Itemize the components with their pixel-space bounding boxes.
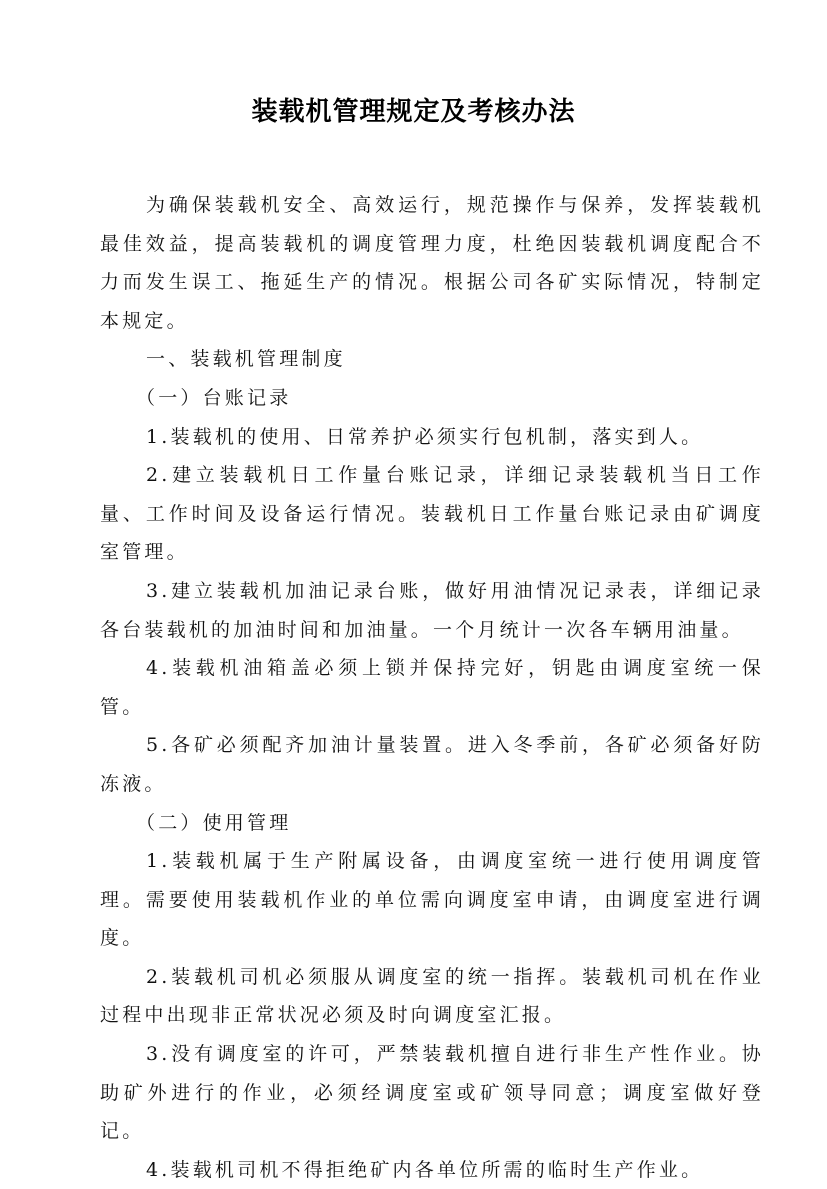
- document-title: 装载机管理规定及考核办法: [251, 97, 576, 127]
- document-body: [100, 186, 764, 1189]
- list-item: 3.没有调度室的许可，严禁装载机擅自进行非生产性作业。协助矿外进行的作业，必须经调度室或矿领导同意；调度室做好登记。: [100, 1043, 764, 1143]
- list-item: 1.装载机属于生产附属设备，由调度室统一进行使用调度管理。需要使用装载机作业的单位需向调度室申请，由调度室进行调度。: [100, 850, 764, 950]
- intro-paragraph: 为确保装载机安全、高效运行，规范操作与保养，发挥装载机最佳效益，提高装载机的调度管理力度，杜绝因装载机调度配合不力而发生误工、拖延生产的情况。根据公司各矿实际情况，特制定本规定。: [100, 194, 764, 332]
- list-item: 4.装载机油箱盖必须上锁并保持完好，钥匙由调度室统一保管。: [100, 657, 764, 718]
- subsection-heading: （一）台账记录: [136, 386, 292, 409]
- list-item: 3.建立装载机加油记录台账，做好用油情况记录表，详细记录各台装载机的加油时间和加油量。一个月统计一次各车辆用油量。: [100, 579, 764, 641]
- list-item: 2.装载机司机必须服从调度室的统一指挥。装载机司机在作业过程中出现非正常状况必须及时向调度室汇报。: [100, 965, 764, 1027]
- list-item: 5.各矿必须配齐加油计量装置。进入冬季前，各矿必须备好防冻液。: [100, 734, 764, 795]
- list-item: 2.建立装载机日工作量台账记录，详细记录装载机当日工作量、工作时间及设备运行情况。装载机日工作量台账记录由矿调度室管理。: [100, 464, 764, 564]
- subsection-heading: （二）使用管理: [136, 811, 292, 834]
- list-item: 4.装载机司机不得拒绝矿内各单位所需的临时生产作业。: [146, 1158, 704, 1181]
- list-item: 1.装载机的使用、日常养护必须实行包机制，落实到人。: [146, 425, 704, 448]
- section-heading: 一、装载机管理制度: [146, 348, 346, 371]
